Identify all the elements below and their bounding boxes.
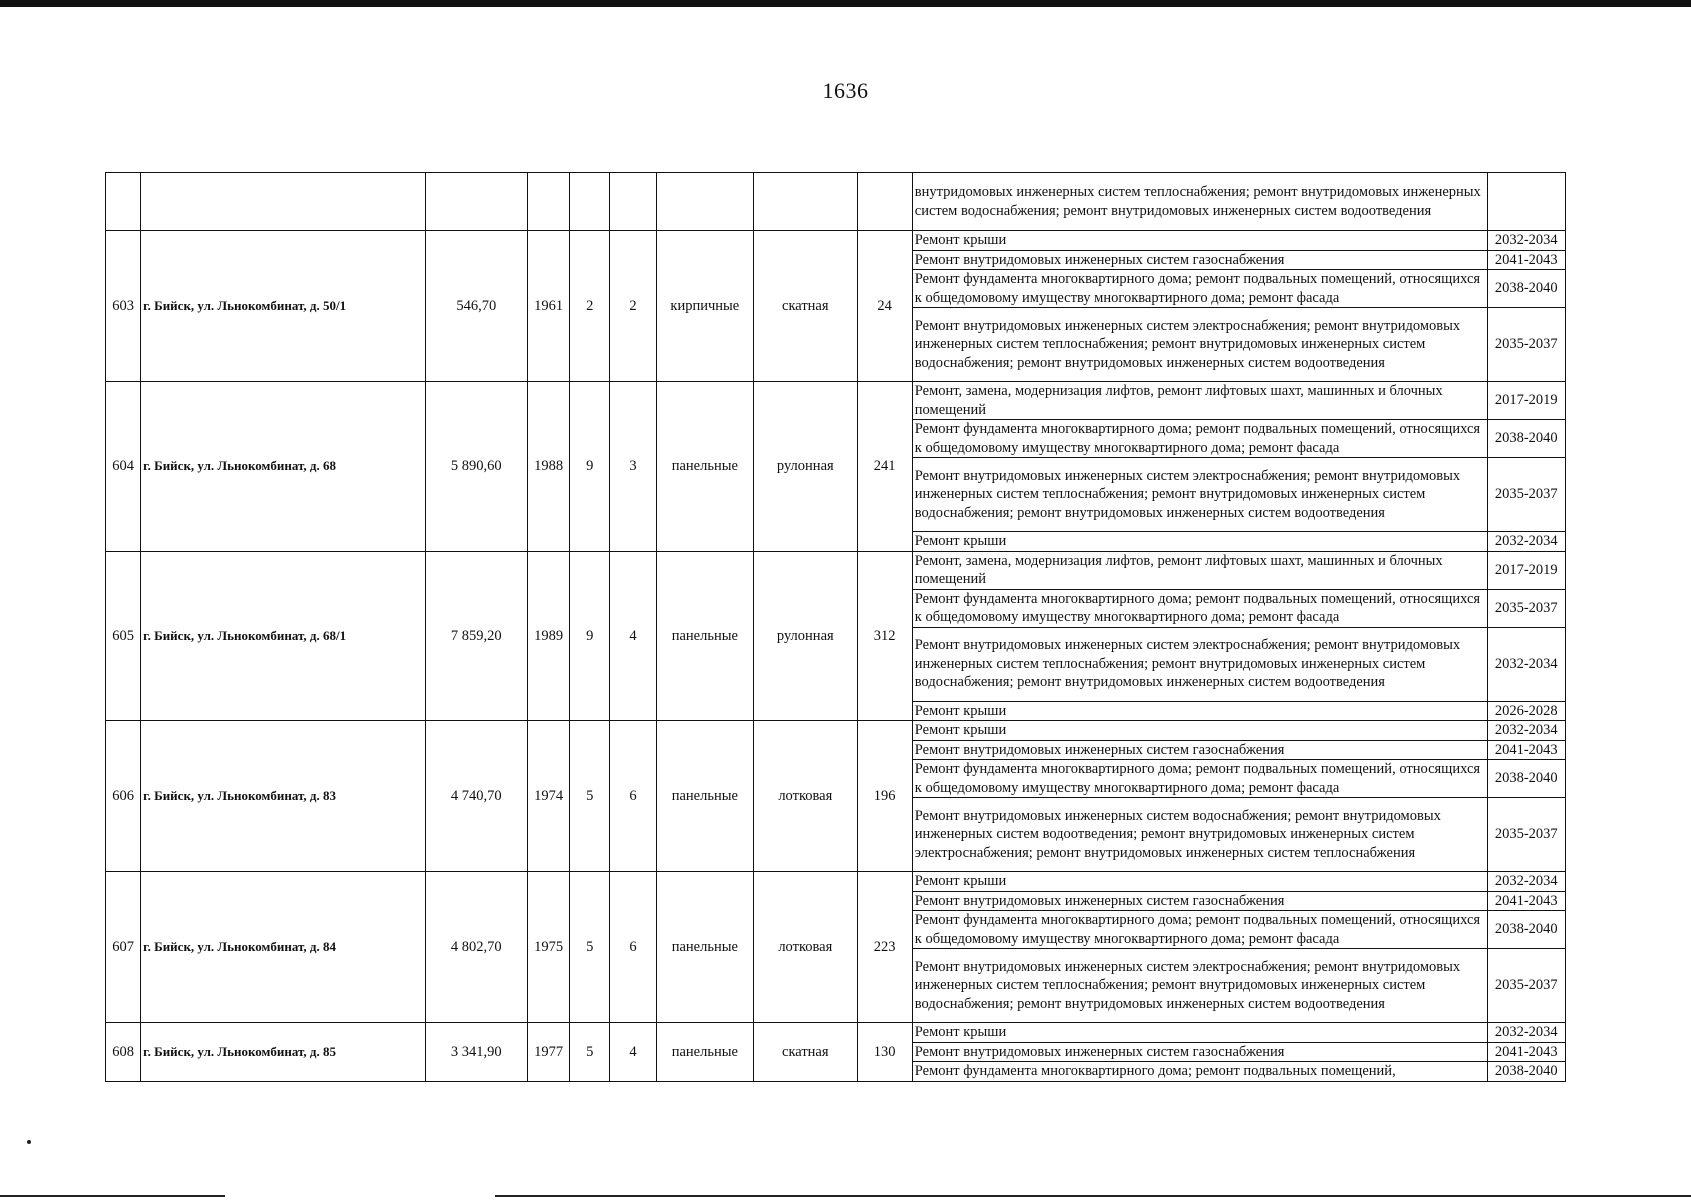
- scan-speck: [27, 1140, 31, 1144]
- floors-count: 9: [570, 382, 610, 552]
- work-description: Ремонт фундамента многоквартирного дома; ремонт подвальных помещений, относящихся к общедомовому имуществу многоквартирного дома; ремонт фасада: [912, 911, 1487, 949]
- roof-type: рулонная: [754, 551, 857, 721]
- work-period: 2035-2037: [1487, 949, 1565, 1023]
- residents-count: 241: [857, 382, 912, 552]
- work-description: Ремонт крыши: [912, 721, 1487, 741]
- work-description: Ремонт внутридомовых инженерных систем водоснабжения; ремонт внутридомовых инженерных систем водоотведения; ремонт внутридомовых инженерных систем электроснабжения; ремонт внутридомовых инженерных систем теплоснабжения: [912, 798, 1487, 872]
- work-period: 2041-2043: [1487, 740, 1565, 760]
- roof-type: скатная: [754, 231, 857, 382]
- total-area: 546,70: [425, 231, 527, 382]
- work-period: 2032-2034: [1487, 532, 1565, 552]
- wall-material: панельные: [656, 872, 753, 1023]
- building-address: г. Бийск, ул. Льнокомбинат, д. 68: [141, 382, 425, 552]
- work-description: Ремонт фундамента многоквартирного дома; ремонт подвальных помещений, относящихся к общедомовому имуществу многоквартирного дома; ремонт фасада: [912, 270, 1487, 308]
- work-period: 2038-2040: [1487, 760, 1565, 798]
- wall-material: кирпичные: [656, 231, 753, 382]
- bottom-border-line: [495, 1195, 1691, 1197]
- work-description: Ремонт внутридомовых инженерных систем электроснабжения; ремонт внутридомовых инженерных систем теплоснабжения; ремонт внутридомовых инженерных систем водоснабжения; ремонт внутридомовых инженерных систем водоотведения: [912, 308, 1487, 382]
- work-description: Ремонт крыши: [912, 1023, 1487, 1043]
- work-period: 2032-2034: [1487, 627, 1565, 701]
- work-period: 2032-2034: [1487, 231, 1565, 251]
- row-number: 607: [106, 872, 141, 1023]
- construction-year: 1975: [528, 872, 570, 1023]
- wall-material: панельные: [656, 1023, 753, 1082]
- work-description: Ремонт фундамента многоквартирного дома; ремонт подвальных помещений, относящихся к общедомовому имуществу многоквартирного дома; ремонт фасада: [912, 760, 1487, 798]
- empty-cell: [754, 173, 857, 231]
- work-description: Ремонт внутридомовых инженерных систем газоснабжения: [912, 891, 1487, 911]
- work-period: 2032-2034: [1487, 872, 1565, 892]
- top-border-line: [0, 0, 1691, 7]
- construction-year: 1974: [528, 721, 570, 872]
- building-row: [106, 721, 1566, 741]
- work-period: 2035-2037: [1487, 589, 1565, 627]
- floors-count: 9: [570, 551, 610, 721]
- construction-year: 1977: [528, 1023, 570, 1082]
- work-description: Ремонт крыши: [912, 701, 1487, 721]
- work-period: 2035-2037: [1487, 308, 1565, 382]
- work-description: внутридомовых инженерных систем теплоснабжения; ремонт внутридомовых инженерных систем водоснабжения; ремонт внутридомовых инженерных систем водоотведения: [912, 173, 1487, 231]
- repair-schedule-table: [105, 172, 1566, 1082]
- work-description: Ремонт крыши: [912, 532, 1487, 552]
- row-number: 603: [106, 231, 141, 382]
- building-row: [106, 551, 1566, 589]
- building-row: [106, 1023, 1566, 1043]
- empty-cell: [656, 173, 753, 231]
- floors-count: 5: [570, 872, 610, 1023]
- floors-count: 5: [570, 1023, 610, 1082]
- total-area: 4 740,70: [425, 721, 527, 872]
- work-description: Ремонт внутридомовых инженерных систем газоснабжения: [912, 250, 1487, 270]
- work-period: 2026-2028: [1487, 701, 1565, 721]
- row-number: 604: [106, 382, 141, 552]
- continuation-row: [106, 173, 1566, 231]
- construction-year: 1988: [528, 382, 570, 552]
- work-description: Ремонт фундамента многоквартирного дома; ремонт подвальных помещений,: [912, 1062, 1487, 1082]
- work-description: Ремонт внутридомовых инженерных систем электроснабжения; ремонт внутридомовых инженерных систем теплоснабжения; ремонт внутридомовых инженерных систем водоснабжения; ремонт внутридомовых инженерных систем водоотведения: [912, 949, 1487, 1023]
- roof-type: скатная: [754, 1023, 857, 1082]
- work-period: 2032-2034: [1487, 721, 1565, 741]
- residents-count: 24: [857, 231, 912, 382]
- floors-count: 5: [570, 721, 610, 872]
- work-description: Ремонт внутридомовых инженерных систем электроснабжения; ремонт внутридомовых инженерных систем теплоснабжения; ремонт внутридомовых инженерных систем водоснабжения; ремонт внутридомовых инженерных систем водоотведения: [912, 627, 1487, 701]
- page-number: 1636: [822, 78, 869, 103]
- construction-year: 1961: [528, 231, 570, 382]
- building-address: г. Бийск, ул. Льнокомбинат, д. 83: [141, 721, 425, 872]
- entrances-count: 4: [610, 551, 656, 721]
- work-period: 2038-2040: [1487, 270, 1565, 308]
- residents-count: 196: [857, 721, 912, 872]
- work-period: 2041-2043: [1487, 1042, 1565, 1062]
- work-description: Ремонт крыши: [912, 872, 1487, 892]
- wall-material: панельные: [656, 382, 753, 552]
- building-row: [106, 231, 1566, 251]
- row-number: 606: [106, 721, 141, 872]
- floors-count: 2: [570, 231, 610, 382]
- residents-count: 130: [857, 1023, 912, 1082]
- work-description: Ремонт внутридомовых инженерных систем газоснабжения: [912, 740, 1487, 760]
- work-period: 2035-2037: [1487, 458, 1565, 532]
- construction-year: 1989: [528, 551, 570, 721]
- work-period: 2038-2040: [1487, 911, 1565, 949]
- work-period: 2041-2043: [1487, 250, 1565, 270]
- bottom-border-line: [0, 1195, 225, 1197]
- work-description: Ремонт фундамента многоквартирного дома; ремонт подвальных помещений, относящихся к общедомовому имуществу многоквартирного дома; ремонт фасада: [912, 420, 1487, 458]
- residents-count: 312: [857, 551, 912, 721]
- work-period: 2032-2034: [1487, 1023, 1565, 1043]
- residents-count: 223: [857, 872, 912, 1023]
- work-description: Ремонт фундамента многоквартирного дома; ремонт подвальных помещений, относящихся к общедомовому имуществу многоквартирного дома; ремонт фасада: [912, 589, 1487, 627]
- empty-cell: [528, 173, 570, 231]
- building-address: г. Бийск, ул. Льнокомбинат, д. 50/1: [141, 231, 425, 382]
- total-area: 5 890,60: [425, 382, 527, 552]
- work-period: 2035-2037: [1487, 798, 1565, 872]
- empty-cell: [857, 173, 912, 231]
- work-description: Ремонт внутридомовых инженерных систем электроснабжения; ремонт внутридомовых инженерных систем теплоснабжения; ремонт внутридомовых инженерных систем водоснабжения; ремонт внутридомовых инженерных систем водоотведения: [912, 458, 1487, 532]
- work-description: Ремонт, замена, модернизация лифтов, ремонт лифтовых шахт, машинных и блочных помещений: [912, 551, 1487, 589]
- work-description: Ремонт внутридомовых инженерных систем газоснабжения: [912, 1042, 1487, 1062]
- wall-material: панельные: [656, 721, 753, 872]
- roof-type: лотковая: [754, 721, 857, 872]
- total-area: 4 802,70: [425, 872, 527, 1023]
- entrances-count: 2: [610, 231, 656, 382]
- work-description: Ремонт крыши: [912, 231, 1487, 251]
- entrances-count: 4: [610, 1023, 656, 1082]
- total-area: 7 859,20: [425, 551, 527, 721]
- building-row: [106, 872, 1566, 892]
- empty-cell: [141, 173, 425, 231]
- roof-type: рулонная: [754, 382, 857, 552]
- row-number: 605: [106, 551, 141, 721]
- entrances-count: 6: [610, 721, 656, 872]
- building-address: г. Бийск, ул. Льнокомбинат, д. 68/1: [141, 551, 425, 721]
- roof-type: лотковая: [754, 872, 857, 1023]
- empty-cell: [610, 173, 656, 231]
- work-period: 2017-2019: [1487, 382, 1565, 420]
- building-address: г. Бийск, ул. Льнокомбинат, д. 85: [141, 1023, 425, 1082]
- work-period: 2017-2019: [1487, 551, 1565, 589]
- work-description: Ремонт, замена, модернизация лифтов, ремонт лифтовых шахт, машинных и блочных помещений: [912, 382, 1487, 420]
- building-address: г. Бийск, ул. Льнокомбинат, д. 84: [141, 872, 425, 1023]
- entrances-count: 6: [610, 872, 656, 1023]
- building-row: [106, 382, 1566, 420]
- work-period: [1487, 173, 1565, 231]
- entrances-count: 3: [610, 382, 656, 552]
- empty-cell: [570, 173, 610, 231]
- empty-cell: [425, 173, 527, 231]
- row-number: 608: [106, 1023, 141, 1082]
- work-period: 2041-2043: [1487, 891, 1565, 911]
- work-period: 2038-2040: [1487, 420, 1565, 458]
- wall-material: панельные: [656, 551, 753, 721]
- empty-cell: [106, 173, 141, 231]
- work-period: 2038-2040: [1487, 1062, 1565, 1082]
- total-area: 3 341,90: [425, 1023, 527, 1082]
